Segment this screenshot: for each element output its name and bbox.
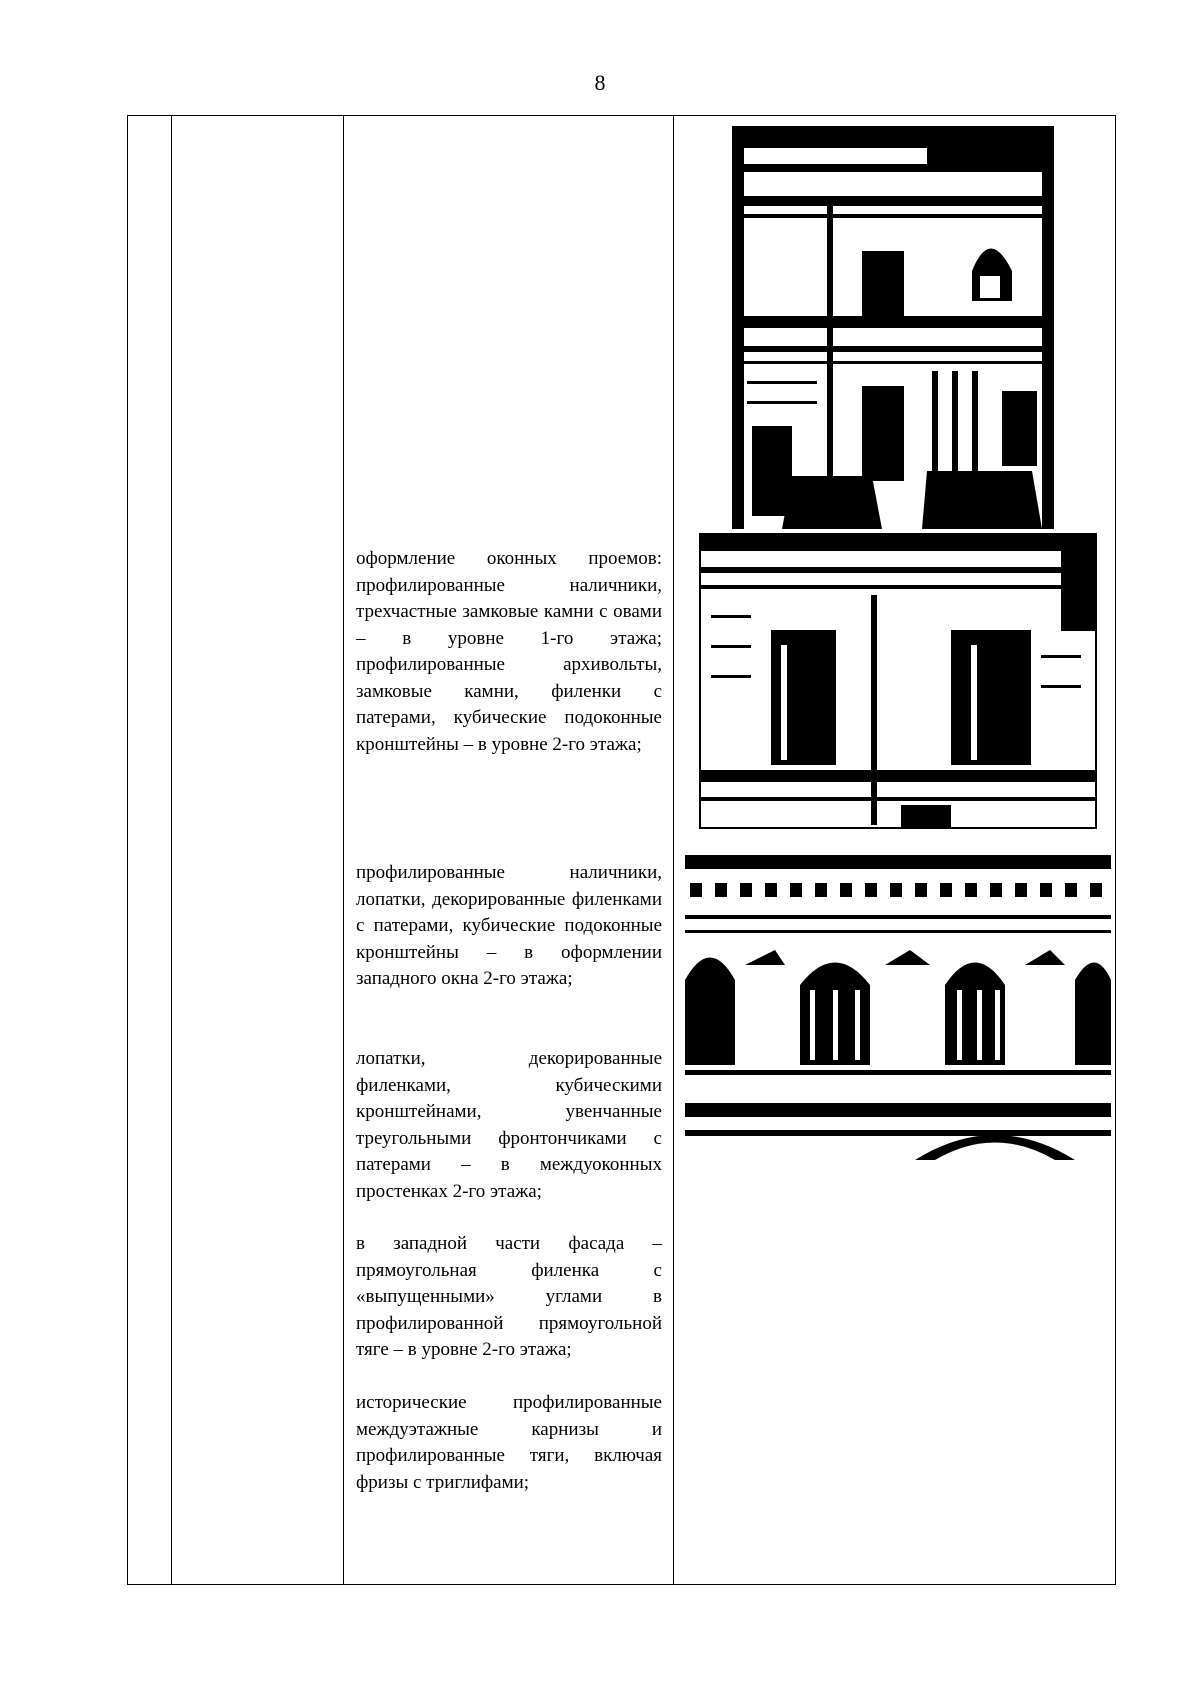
description-panel: в западной части фасада – прямоугольная филенка с «выпущенными» углами в профилированной прямоугольной тяге – в уровне 2-го этажа; [356,1233,662,1360]
page-number: 8 [594,70,606,95]
facade-photo-upper [732,126,1054,529]
column-divider [343,116,344,1584]
column-divider [171,116,172,1584]
description-window-openings: оформление оконных проемов: профилированные наличники, трехчастные замковые камни с овами – в уровне 1-го этажа; профилированные архивольты, замковые камни, филенки с патерами, кубические подоконные кронштейны – в уровне 2-го этажа; [356,548,662,755]
description-pilasters: лопатки, декорированные филенками, кубическими кронштейнами, увенчанные треугольными фронтончиками с патерами – в междуоконных простенках 2-го этажа; [356,1048,662,1202]
table [127,115,1116,1585]
description-cornices: исторические профилированные междуэтажные карнизы и профилированные тяги, включая фризы с триглифами; [356,1392,662,1493]
column-divider [673,116,674,1584]
facade-photo-arched-windows [685,855,1111,1161]
facade-photo-windows [699,533,1097,829]
description-western-window: профилированные наличники, лопатки, декорированные филенками с патерами, кубические подоконные кронштейны – в оформлении западного окна 2-го этажа; [356,862,662,989]
